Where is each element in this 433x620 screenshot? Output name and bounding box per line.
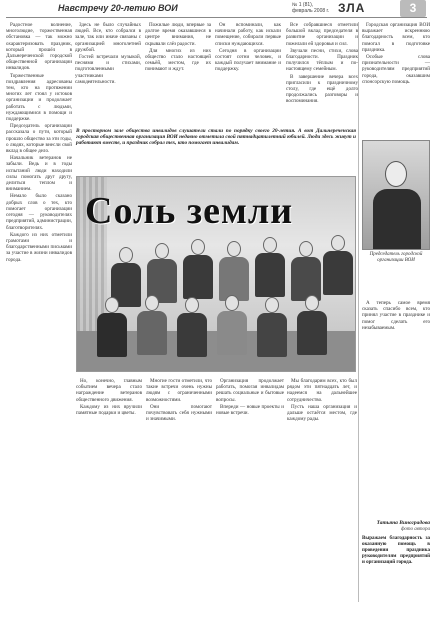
paragraph: Торжественные поздравления адресованы тем, кто на протяжении многих лет стоял у истоков организации и продолжает работать с людьми, нуждающимися в помощи и поддержке. [6,72,72,123]
newspaper-logo: ЗЛА [338,1,366,15]
paragraph: Впереди — новые проекты и новые встречи. [216,403,284,417]
paragraph: Все собравшиеся отметили большой вклад председателя в развитие организации и пожелали ей здоровья и сил. [286,22,358,47]
paragraph: Радостное волнение, многолюдие, торжественная обстановка — так можно охарактеризовать праздник, который прошёл в Дальнереченской городской общественной организации инвалидов. [6,22,72,72]
article-column-4 [215,22,281,176]
paragraph: Немало было сказано добрых слов о тех, кто помогает организации сегодня — руководителях предприятий, администрации, благотворителях. [6,193,72,231]
portrait-caption: Председатель городской организации ВОИ [369,252,423,263]
article-column-6 [362,22,430,138]
paragraph: Сегодня в организации состоят сотни человек, и каждый получает внимание и поддержку. [215,47,281,73]
article-column-11 [287,378,357,598]
article-lead: В просторном зале общества инвалидов слушатели стали по порядку своего 20-летия. А вот Дальнереченская городская общественная организация ВОИ недавно отметила свой пятнадцатилетний юбилей. Люди здесь живут и работают вместе, и праздник собрал тех, кто помогает инвалидам. [76,128,356,147]
issue-info: № 1 (81), февраль 2008 г. [292,2,330,14]
article-column-2 [75,22,141,176]
paragraph: Организация продолжает работать, помогая инвалидам решать социальные и бытовые вопросы. [216,378,284,403]
page-number: 3 [400,0,426,17]
article-column-12 [362,300,430,520]
paragraph: Он вспоминали, как начинали работу, как искали помещение, собирали первые списки нуждающихся. [215,22,281,47]
paragraph: Гостей встречали музыкой, песнями и стихами, подготовленными участниками самодеятельности. [75,54,141,85]
paragraph: Каждого из них отметили грамотами и благодарственными письмами за участие в жизни инвалидов города. [6,231,72,263]
column-divider [358,22,359,602]
article-column-5 [286,22,358,292]
article-column-1 [6,22,72,597]
portrait-photo [362,140,430,250]
article-column-10 [216,378,284,598]
author-role: фото автора [400,527,430,532]
paragraph: Они помогают почувствовать себя нужными и значимыми. [146,403,212,423]
paragraph: Здесь не было случайных людей. Все, кто собрался в зале, так или иначе связаны с организацией многолетней дружбой. [75,22,141,53]
paragraph: Начальник ветеранов не забыли. Ведь и в годы испытаний люди находили силы помогать друг другу, делиться теплом и вниманием. [6,155,72,193]
article-column-9 [146,378,212,598]
section-rubric: Навстречу 20-летию ВОИ [58,3,178,13]
paragraph: Пожилые люди, впервые за долгое время оказавшиеся в центре внимания, не скрывали слёз радости. [145,22,211,47]
article-headline: Соль земли [85,190,294,232]
article-column-3 [145,22,211,176]
paragraph: Многие гости отметили, что такие встречи очень нужны людям с ограниченными возможностями. [146,378,212,403]
paragraph: Для многих из них общество стало настоящей семьёй, местом, где их понимают и ждут. [145,47,211,73]
thanks-note: Выражаем благодарность за оказанную помощь в проведении праздника руководителям предприятий и организаций города. [362,536,430,565]
paragraph: Мы благодарим всех, кто был рядом эти пятнадцать лет, и надеемся на дальнейшее сотрудничество. [287,378,357,403]
author-signature: Татьяна Виноградова [376,520,430,526]
paragraph: Звучали песни, стихи, слова благодарности. Праздник получился тёплым и по-настоящему семейным. [286,47,358,73]
paragraph: А теперь самое время сказать спасибо всем, кто принял участие в празднике и помог сделать его незабываемым. [362,300,430,331]
paragraph: Но, конечно, главным событием вечера стало награждение ветеранов общественного движения. [76,378,142,403]
paragraph: Особые слова признательности — руководителям предприятий города, оказавшим спонсорскую помощь. [362,54,430,85]
page-header [0,0,433,22]
paragraph: Городская организация ВОИ выражает искреннюю благодарность всем, кто помогал в подготовке праздника. [362,22,430,53]
article-column-8 [76,378,142,598]
paragraph: В завершение вечера всех пригласили к праздничному столу, где ещё долго продолжались разговоры и воспоминания. [286,73,358,105]
paragraph: Каждому из них вручили памятные подарки и цветы. [76,403,142,417]
paragraph: Председатель организации рассказала о пути, который прошло общество за эти годы, о людях, которые внесли свой вклад в общее дело. [6,123,72,155]
header-divider [6,17,427,18]
paragraph: Пусть наша организация и дальше остаётся местом, где каждому рады. [287,403,357,423]
